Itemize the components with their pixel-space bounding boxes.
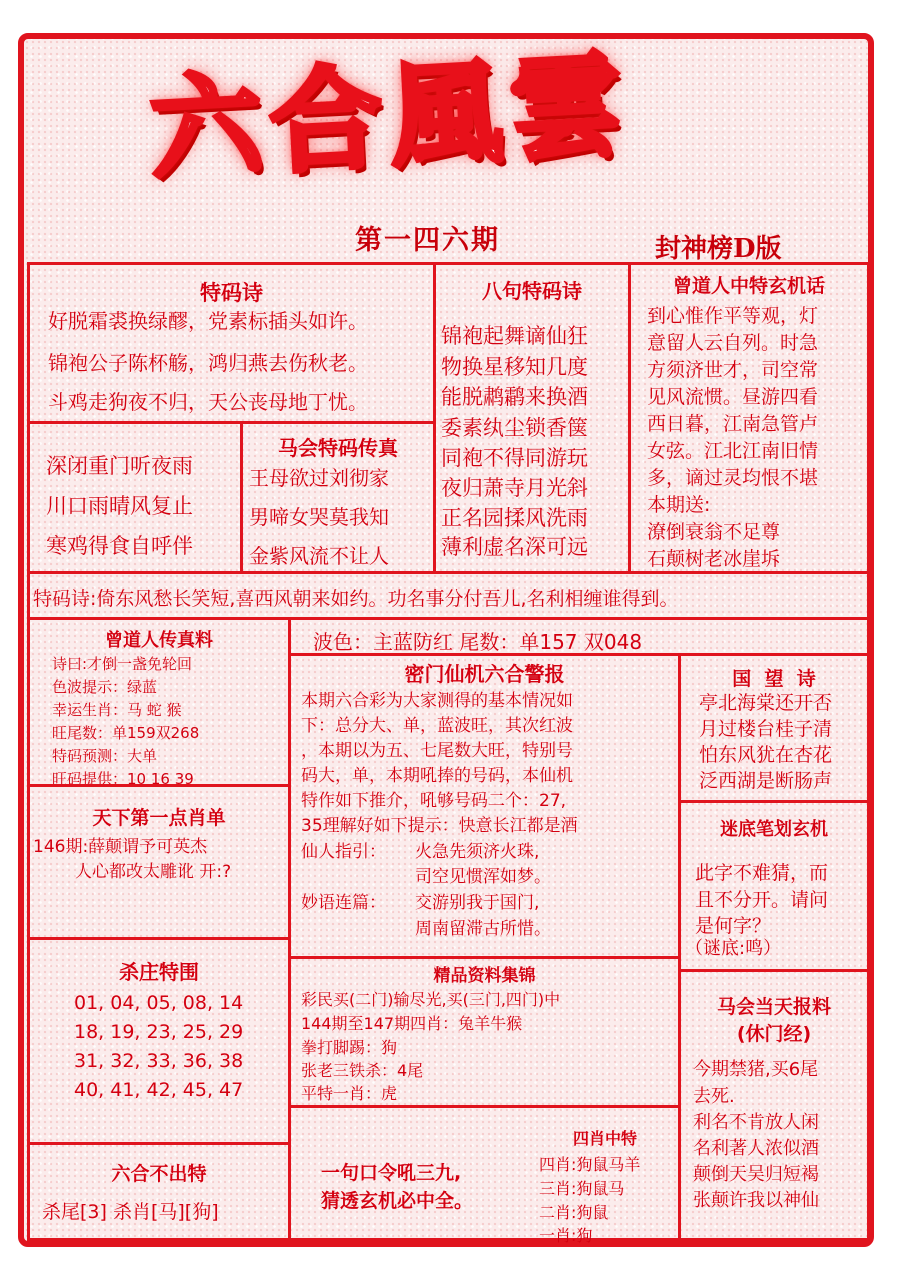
zeng-title: 曾道人中特玄机话 [672, 275, 825, 297]
mahui-line: 张颠许我以神仙 [693, 1190, 819, 1211]
edition-label: 封神榜D版 [655, 234, 782, 264]
fax-line: 王母欲过刘彻家 [249, 466, 389, 490]
kill-row: 18, 19, 23, 25, 29 [74, 1021, 244, 1043]
kill-row: 40, 41, 42, 45, 47 [74, 1079, 244, 1101]
eight-line: 同袍不得同游玩 [441, 446, 588, 470]
first-zodiac-box [27, 784, 291, 940]
eight-line: 正名园揉风洗雨 [441, 506, 588, 530]
mahui-line: 名利著人浓似酒 [693, 1138, 819, 1159]
poem2-line: 川口雨晴风复止 [46, 494, 193, 518]
poem1-title: 特码诗 [200, 281, 263, 305]
poem2-line: 寒鸡得食自呼伴 [46, 534, 193, 558]
hint-label: 仙人指引： [301, 842, 386, 862]
poem1-line: 锦袍公子陈杯觞，鸿归燕去伤秋老。 [48, 351, 368, 375]
tema-poem-strip [27, 571, 870, 620]
kill-row: 01, 04, 05, 08, 14 [74, 992, 244, 1014]
jingpin-box [288, 956, 681, 1108]
zfax-title: 曾道人传真料 [105, 630, 213, 651]
guowang-line: 月过楼台桂子清 [699, 718, 833, 740]
first-line: 人心都改太雕讹 开:? [75, 862, 232, 882]
slogan-line: 猜透玄机必中全。 [321, 1190, 474, 1212]
issue-number: 第一四六期 [355, 225, 500, 256]
fax-line: 男啼女哭莫我知 [249, 505, 389, 529]
zeng-line: 见风流惯。昼游四看 [647, 386, 819, 408]
zeng-line: 本期送: [647, 494, 711, 516]
wave-tail-box [288, 617, 870, 656]
guowang-title: 国 望 诗 [732, 668, 816, 690]
mimen-title: 密门仙机六合警报 [404, 662, 565, 686]
zeng-line: 女弦。江北江南旧情 [647, 440, 819, 462]
mahui-title: 马会当天报料 [716, 996, 831, 1018]
fax-line: 金紫风流不让人 [249, 544, 389, 568]
eight-line: 物换星移知几度 [441, 355, 588, 379]
zfax-line: 旺码提供：10 16 39 [52, 770, 194, 788]
fax-title: 马会特码传真 [278, 436, 398, 460]
poem2-line: 深闭重门听夜雨 [46, 454, 193, 478]
zeng-line: 西日暮，江南急管卢 [647, 413, 819, 435]
eight-line: 锦袍起舞谪仙狂 [441, 324, 588, 348]
zeng-line: 意留人云自列。时急 [647, 332, 819, 354]
verse-line: 周南留滞古所惜。 [415, 919, 551, 939]
mahui-line: 颠倒天吴归短褐 [693, 1164, 819, 1185]
jingpin-line: 彩民买(二门)输尽光,买(三门,四门)中 [301, 990, 561, 1009]
kill-numbers-box [27, 937, 291, 1145]
mimen-line: 本期六合彩为大家测得的基本情况如 [301, 691, 573, 711]
mimen-line: ，本期以为五、七尾数大旺，特别号 [301, 741, 573, 761]
sixiao-title: 四肖中特 [573, 1129, 638, 1148]
zeng-line: 到心惟作平等观，灯 [647, 305, 819, 327]
guowang-line: 亭北海棠还开否 [699, 692, 833, 714]
mimen-line: 特作如下推介，吼够号码二个：27, [301, 791, 567, 811]
mahui-subtitle: (休门经) [736, 1023, 812, 1045]
mimen-line: 35理解好如下提示：快意长江都是酒 [301, 816, 578, 836]
mahui-line: 今期禁猪,买6尾 [693, 1059, 819, 1080]
mi-line: 是何字？ [695, 915, 772, 937]
poem1-box [27, 262, 436, 424]
zeng-line: 石颠树老冰崖坼 [647, 548, 781, 570]
guowang-line: 怕东风犹在杏花 [699, 744, 833, 766]
wave-text: 波色：主蓝防红 尾数：单157 双048 [313, 630, 643, 654]
slogan-box [288, 1105, 681, 1245]
eight-title: 八句特码诗 [482, 279, 582, 303]
poem2-box [27, 421, 243, 574]
jingpin-line: 平特一肖：虎 [301, 1084, 398, 1103]
eight-line: 夜归萧寺月光斜 [441, 476, 588, 500]
poem1-line: 斗鸡走狗夜不归，天公丧母地丁忧。 [48, 390, 368, 414]
zeng-line: 多，谪过灵均恨不堪 [647, 467, 819, 489]
verse-label: 妙语连篇： [301, 893, 386, 913]
sixiao-line: 四肖:狗鼠马羊 [539, 1155, 641, 1174]
eight-line: 薄利虚名深可远 [441, 535, 588, 559]
zfax-line: 幸运生肖：马 蛇 猴 [52, 701, 182, 719]
eight-line: 委素纨尘锁香箧 [441, 416, 588, 440]
eight-line-poem-box [433, 262, 631, 574]
sixiao-line: 三肖:狗鼠马 [539, 1179, 625, 1198]
mimen-line: 下：总分大、单，蓝波旺，其次红波 [301, 716, 573, 736]
masthead-logo: 六合風雲 [146, 39, 634, 196]
fax-box [240, 421, 436, 574]
jingpin-line: 144期至147期四肖：兔羊牛猴 [301, 1014, 523, 1033]
buchu-title: 六合不出特 [111, 1163, 207, 1185]
kill-title: 杀庄特围 [119, 960, 199, 984]
poem1-line: 好脱霜裘换绿醪，党素标插头如许。 [48, 309, 368, 333]
mahui-line: 去死. [693, 1086, 735, 1107]
first-line: 146期:薛颠谓予可英杰 [33, 837, 208, 857]
mimen-alert-box [288, 653, 681, 959]
zeng-fax-box [27, 617, 291, 787]
jingpin-title: 精品资料集锦 [433, 966, 536, 986]
buchu-line: 杀尾[3] 杀肖[马][狗] [42, 1201, 219, 1223]
kill-row: 31, 32, 33, 36, 38 [74, 1050, 244, 1072]
zfax-line: 色波提示：绿蓝 [52, 678, 158, 696]
sixiao-line: 一肖:狗 [539, 1226, 593, 1245]
slogan-line: 一句口令吼三九, [321, 1162, 462, 1184]
mimen-line: 码大，单，本期吼捧的号码，本仙机 [301, 766, 573, 786]
sixiao-line: 二肖:狗鼠 [539, 1203, 609, 1222]
jingpin-line: 拳打脚踢：狗 [301, 1038, 398, 1057]
zfax-line: 诗曰:才倒一盏免轮回 [52, 655, 193, 673]
strip-text: 特码诗:倚东风愁长笑短,喜西风朝来如约。功名事分付吾儿,名利相缠谁得到。 [33, 588, 679, 610]
zeng-line: 潦倒衰翁不足尊 [647, 521, 781, 543]
mahui-report-box [678, 969, 870, 1241]
no-special-box [27, 1142, 291, 1241]
guowang-poem-box [678, 653, 870, 803]
zfax-line: 旺尾数：单159双268 [52, 724, 200, 742]
zfax-line: 特码预测：大单 [52, 747, 158, 765]
mi-line: 此字不难猜，而 [695, 862, 829, 884]
mahui-line: 利名不肯放人闲 [693, 1112, 819, 1133]
guowang-line: 泛西湖是断肠声 [699, 770, 833, 792]
mi-title: 迷底笔划玄机 [720, 819, 828, 840]
first-title: 天下第一点肖单 [92, 807, 226, 829]
zeng-riddle-box [628, 262, 870, 574]
zeng-line: 方须济世才，司空常 [647, 359, 819, 381]
mi-answer: （谜底:鸣） [685, 938, 782, 959]
jingpin-line: 张老三铁杀：4尾 [301, 1061, 424, 1080]
verse-line: 交游别我于国门, [415, 893, 540, 913]
hint-line: 司空见惯浑如梦。 [415, 867, 551, 887]
eight-line: 能脱鹔鹴来换酒 [441, 385, 588, 409]
riddle-box [678, 800, 870, 972]
hint-line: 火急先须济火珠, [415, 842, 540, 862]
mi-line: 且不分开。请问 [695, 889, 829, 911]
